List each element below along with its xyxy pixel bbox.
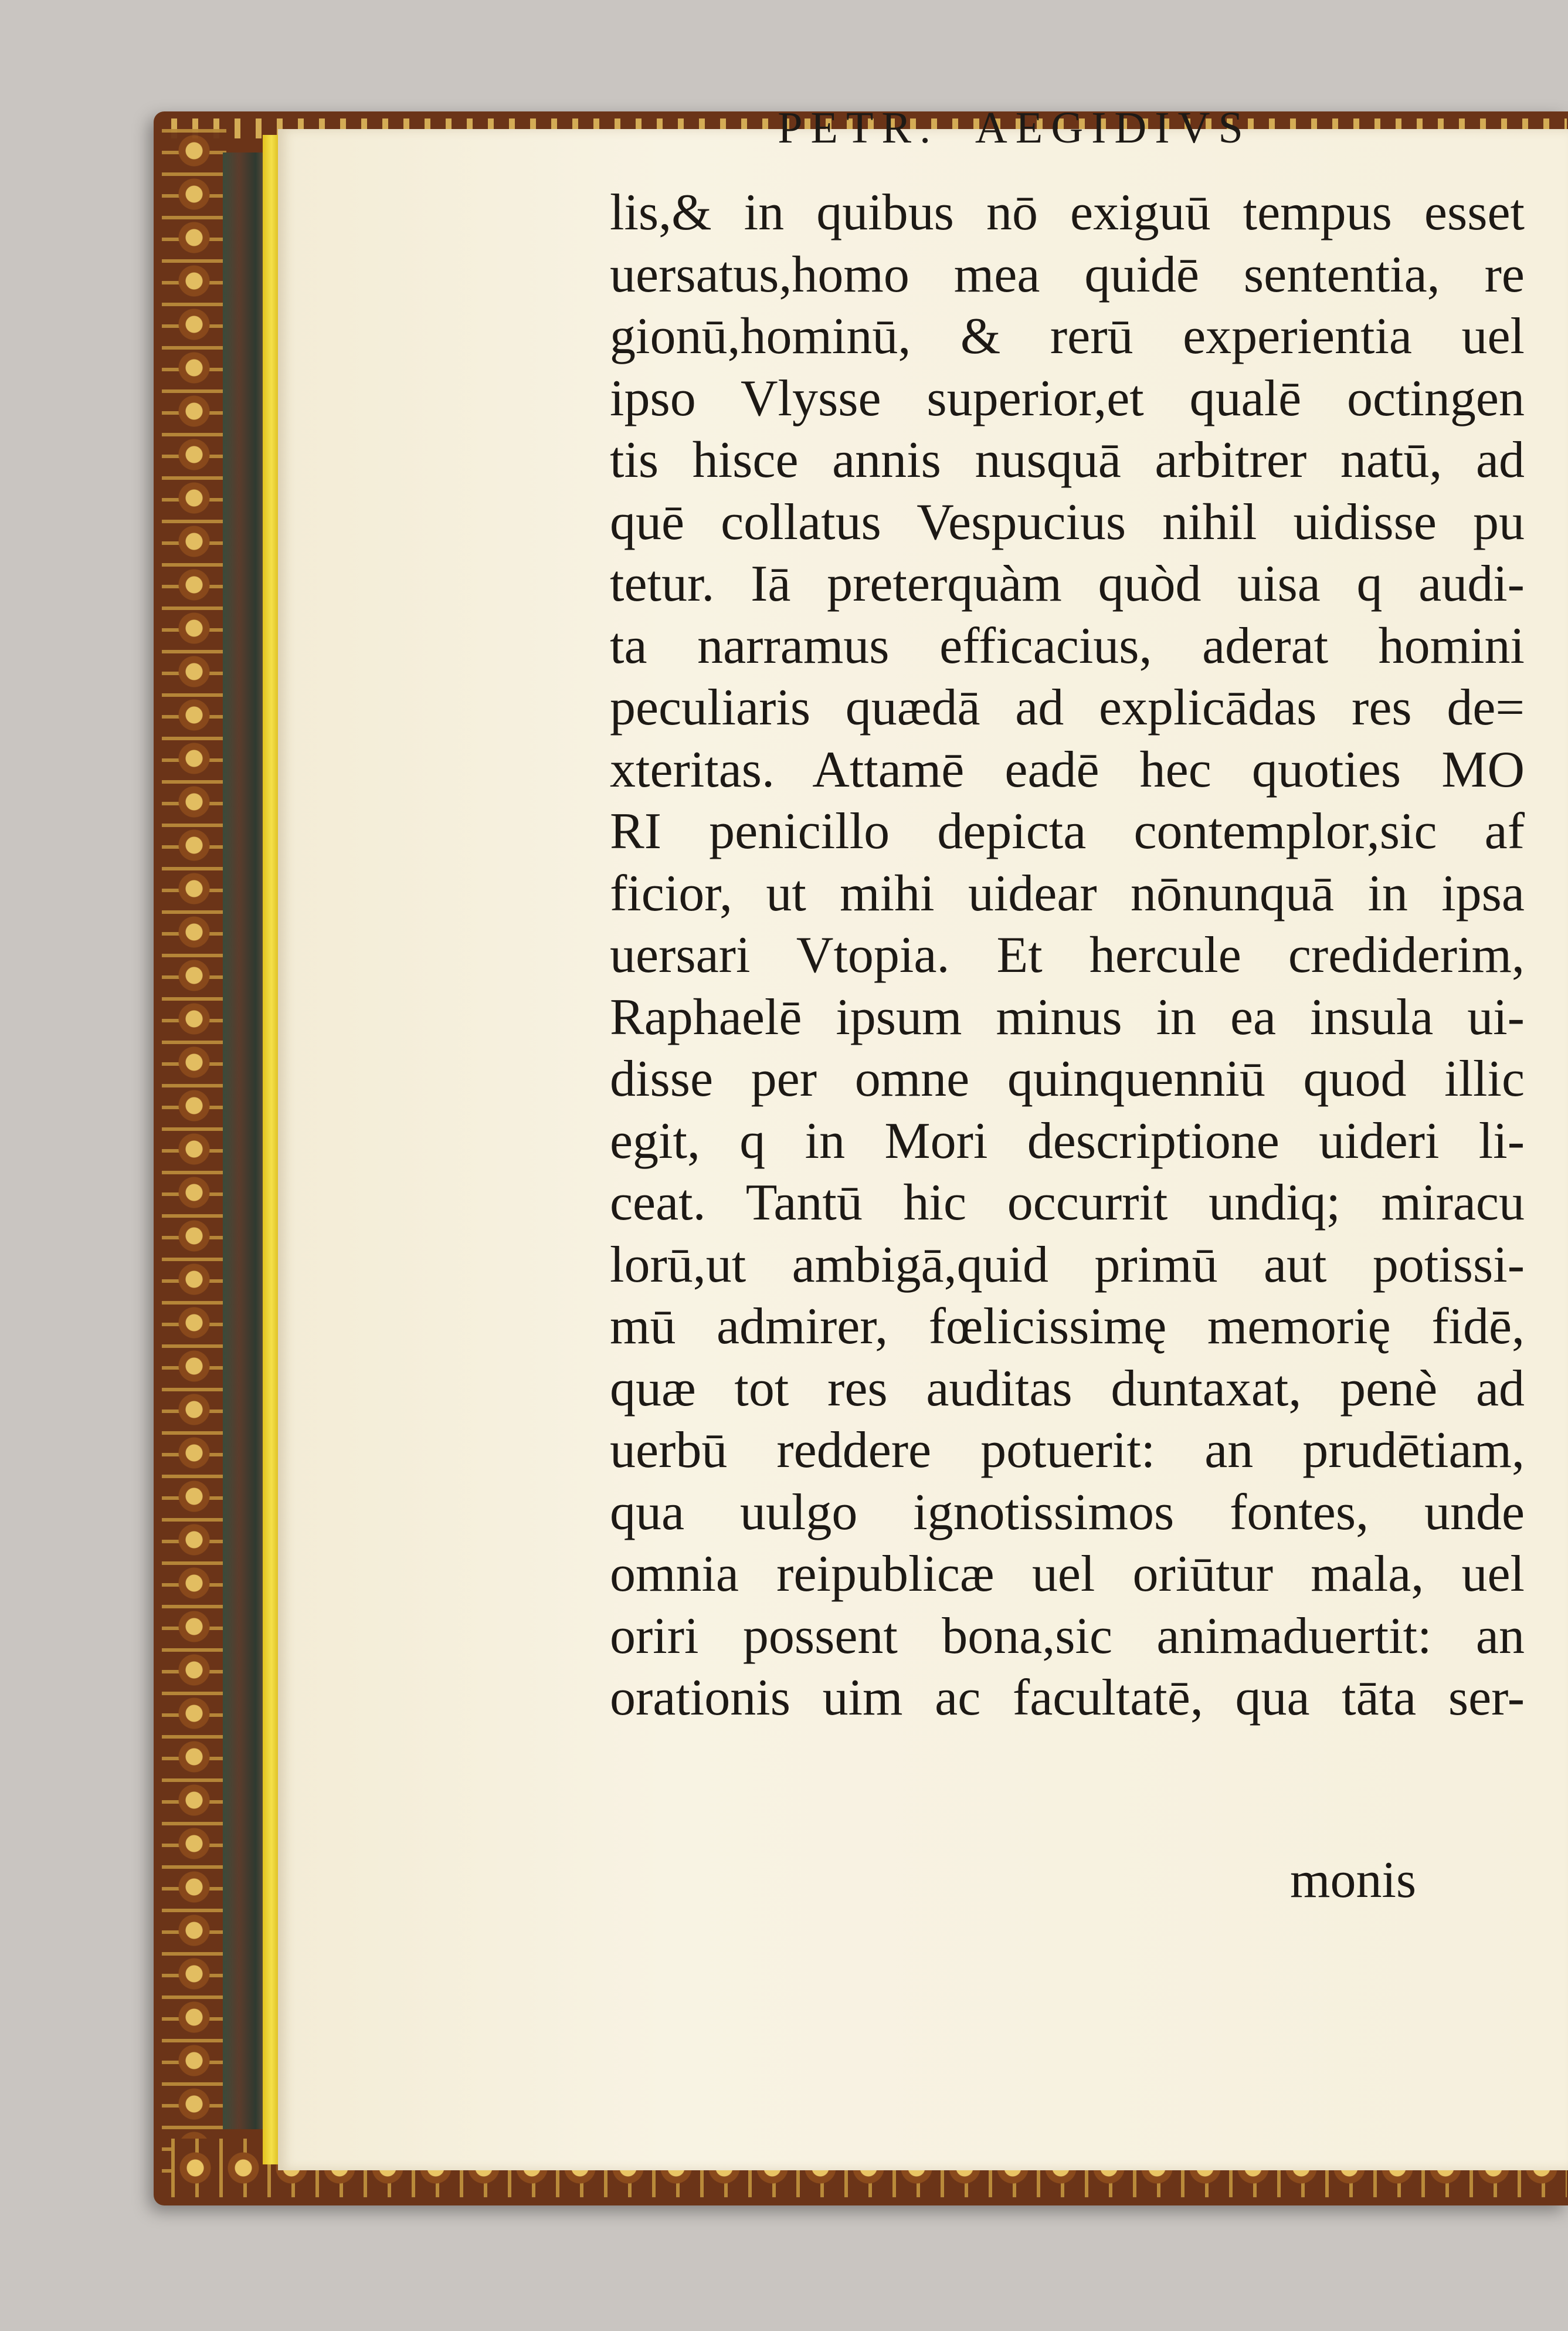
text-line: uersari Vtopia. Et hercule crediderim,	[610, 927, 1525, 984]
marbled-endpaper	[223, 153, 264, 2129]
text-line: quæ tot res auditas duntaxat, penè ad	[610, 1360, 1525, 1417]
text-line: ta narramus efficacius, aderat homini	[610, 617, 1525, 675]
text-line: disse per omne quinquenniū quod illic	[610, 1051, 1525, 1107]
text-line: lis,& in quibus nō exiguū tempus esset	[610, 184, 1525, 241]
text-line: oriri possent bona,sic animaduertit: an	[610, 1607, 1525, 1665]
text-line: tetur. Iā preterquàm quòd uisa q audi-	[610, 555, 1525, 612]
text-line: peculiaris quædā ad explicādas res de=	[610, 679, 1525, 736]
text-line: ceat. Tantū hic occurrit undiq; miracu	[610, 1174, 1525, 1231]
text-line: uerbū reddere potuerit: an prudētiam,	[610, 1422, 1525, 1479]
text-line: gionū,hominū, & rerū experientia uel	[610, 308, 1525, 365]
text-line: egit, q in Mori descriptione uideri li-	[610, 1112, 1525, 1170]
text-line: quē collatus Vespucius nihil uidisse pu	[610, 493, 1525, 551]
text-line: omnia reipublicæ uel oriūtur mala, uel	[610, 1546, 1525, 1602]
text-line: orationis uim ac facultatē, qua tāta ser-	[610, 1669, 1525, 1726]
text-line: uersatus,homo mea quidē sententia, re	[610, 246, 1525, 303]
text-line: mū admirer, fœlicissimę memorię fidē,	[610, 1298, 1525, 1355]
text-line: ipso Vlysse superior,et qualē octingen	[610, 370, 1525, 427]
text-line: tis hisce annis nusquā arbitrer natū, ad	[610, 432, 1525, 489]
text-block	[610, 182, 1525, 1729]
running-head: PETR. AEGIDIVS	[778, 103, 1251, 153]
text-line: RI penicillo depicta contemplor,sic af	[610, 803, 1525, 860]
text-line: Raphaelē ipsum minus in ea insula ui-	[610, 988, 1525, 1046]
catchword: monis	[1290, 1852, 1417, 1909]
text-line: ficior, ut mihi uidear nōnunquā in ipsa	[610, 865, 1525, 922]
gilt-border-left	[162, 129, 226, 2182]
text-line: xteritas. Attamē eadē hec quoties MO	[610, 741, 1525, 798]
text-line: qua uulgo ignotissimos fontes, unde	[610, 1483, 1525, 1541]
text-line: lorū,ut ambigā,quid primū aut potissi-	[610, 1236, 1525, 1293]
